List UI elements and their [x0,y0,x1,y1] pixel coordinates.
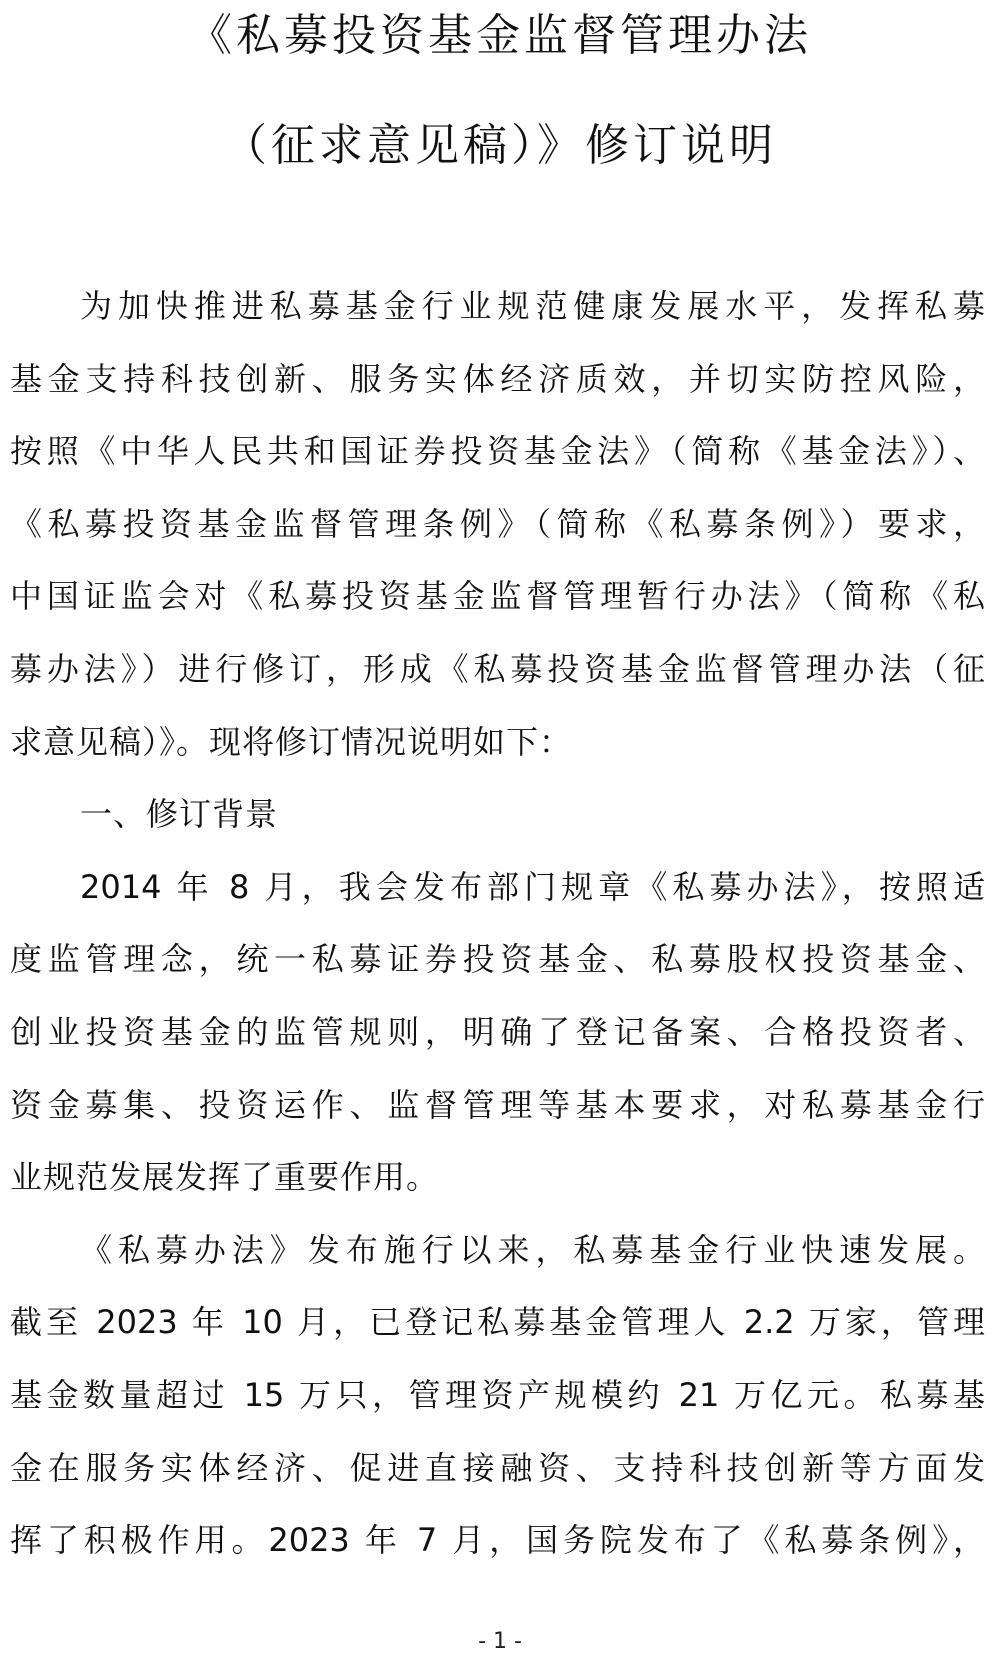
body-line-10: 度监管理念，统一私募证券投资基金、私募股权投资基金、 [10,940,985,979]
body-line-16: 基金数量超过 15 万只，管理资产规模约 21 万亿元。私募基 [10,1375,985,1414]
body-line-15: 截至 2023 年 10 月，已登记私募基金管理人 2.2 万家，管理 [10,1303,985,1342]
body-line-12: 资金募集、投资运作、监督管理等基本要求，对私募基金行 [10,1085,985,1124]
body-line-02: 基金支持科技创新、服务实体经济质效，并切实防控风险， [10,359,985,398]
body-line-13: 业规范发展发挥了重要作用。 [10,1158,440,1197]
section-heading-revision-background: 一、修订背景 [80,795,279,834]
body-line-04: 《私募投资基金监督管理条例》（简称《私募条例》）要求， [10,504,985,543]
body-line-14: 《私募办法》发布施行以来，私募基金行业快速发展。 [80,1230,985,1269]
body-line-18: 挥了积极作用。2023 年 7 月，国务院发布了《私募条例》， [10,1521,985,1560]
body-line-05: 中国证监会对《私募投资基金监督管理暂行办法》（简称《私 [10,577,985,616]
body-line-01: 为加快推进私募基金行业规范健康发展水平，发挥私募 [80,287,985,325]
document-title-line-1: 《私募投资基金监督管理办法 [188,10,812,61]
document-title-line-2: （征求意见稿）》修订说明 [223,120,777,171]
document-body [10,270,985,1577]
page-number: - 1 - [478,1629,522,1654]
body-line-11: 创业投资基金的监管规则，明确了登记备案、合格投资者、 [10,1012,985,1051]
body-line-09: 2014 年 8 月，我会发布部门规章《私募办法》，按照适 [80,867,985,906]
body-line-07: 求意见稿）》。现将修订情况说明如下： [10,722,573,761]
body-line-17: 金在服务实体经济、促进直接融资、支持科技创新等方面发 [10,1448,985,1487]
body-line-03: 按照《中华人民共和国证券投资基金法》（简称《基金法》）、 [10,432,985,471]
body-line-06: 募办法》）进行修订，形成《私募投资基金监督管理办法（征 [10,649,985,688]
